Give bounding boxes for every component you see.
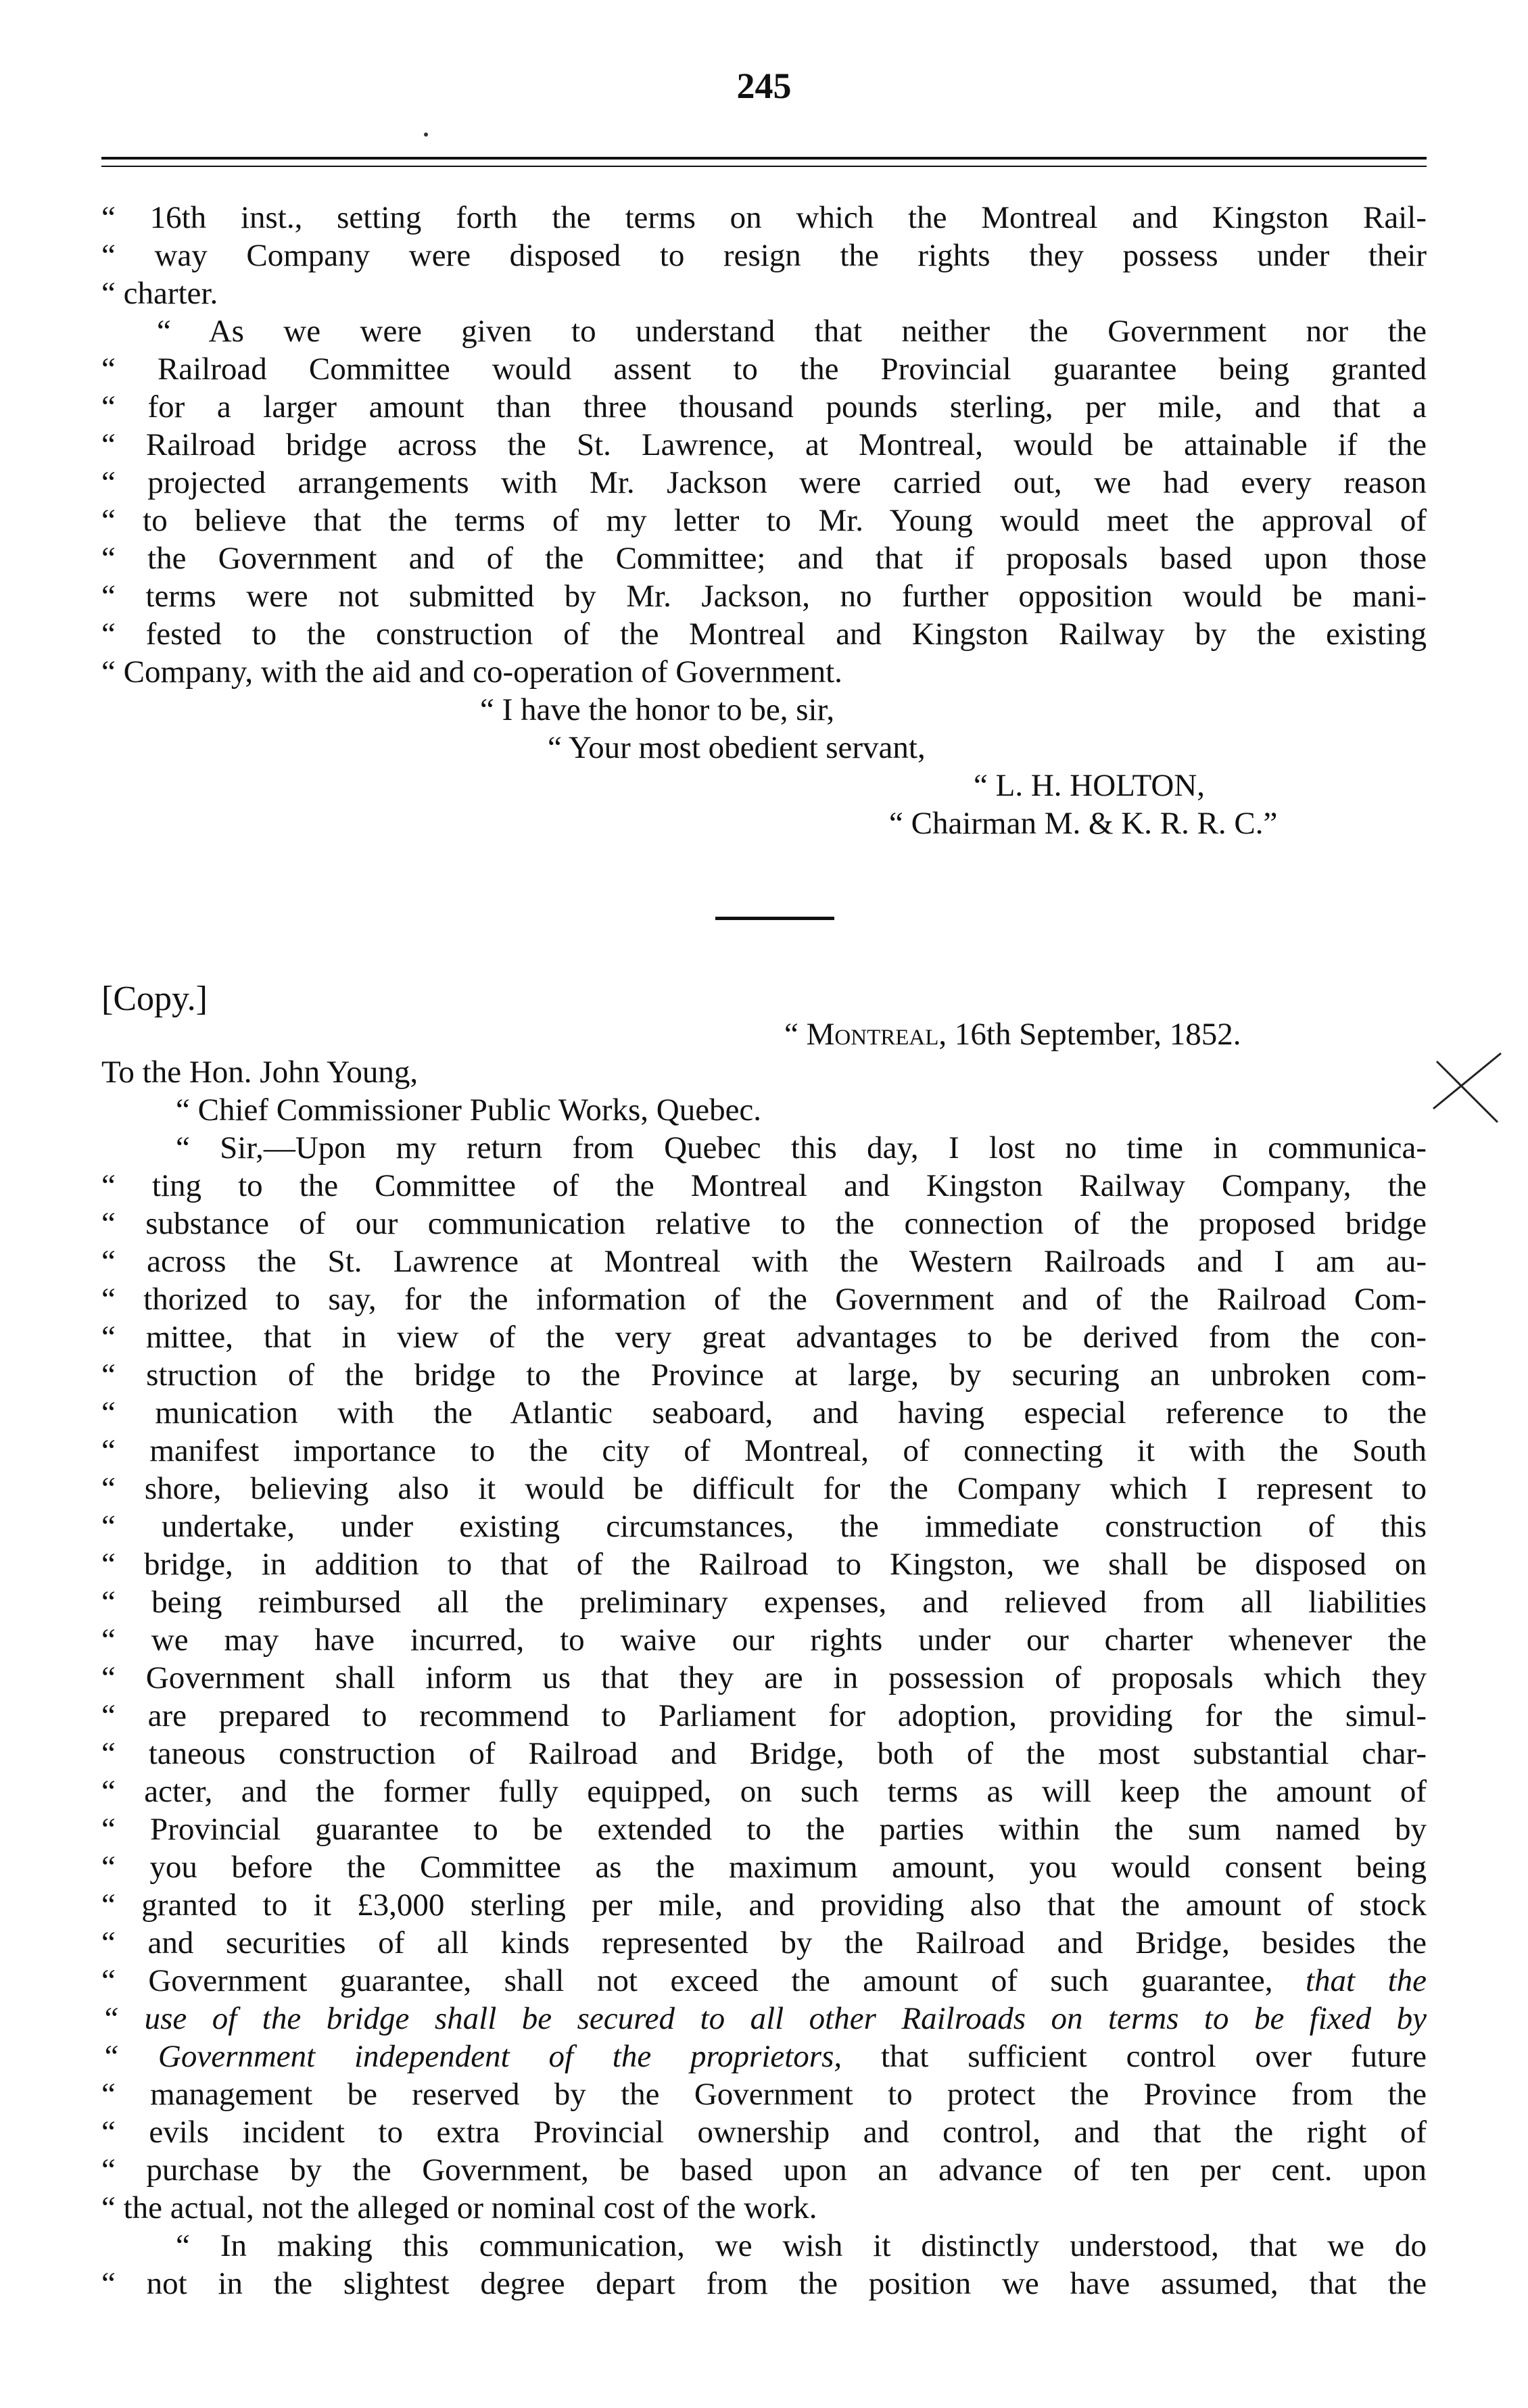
paragraph-start-line: “ In making this communication, we wish it distinctly understood, that we do — [176, 2228, 1427, 2263]
paragraph-start-line: “ Sir,—Upon my return from Quebec this day, I lost no time in communica- — [176, 1130, 1427, 1165]
ink-speck — [424, 133, 428, 137]
text-line: “ for a larger amount than three thousand pounds sterling, per mile, and that a — [101, 389, 1427, 425]
text-line: “ fested to the construction of the Montreal and Kingston Railway by the existing — [101, 617, 1427, 652]
dateline-date: 16th September, 1852. — [954, 1017, 1241, 1052]
text-roman: “ Government guarantee, shall not exceed the amount of such guarantee, — [101, 1963, 1273, 1998]
copy-label: [Copy.] — [101, 980, 208, 1018]
text-line: “ acter, and the former fully equipped, on such terms as will keep the amount of — [101, 1774, 1427, 1809]
text-line: “ Railroad bridge across the St. Lawrence, at Montreal, would be attainable if the — [101, 427, 1427, 462]
addressee-title: “ Chief Commissioner Public Works, Quebec. — [176, 1092, 762, 1128]
letter-closing: “ I have the honor to be, sir, — [480, 692, 835, 727]
text-line: “ management be reserved by the Government to protect the Province from the — [101, 2077, 1427, 2112]
text-line: “ granted to it £3,000 sterling per mile, and providing also that the amount of stock — [101, 1887, 1427, 1923]
text-line: “ ting to the Committee of the Montreal and Kingston Railway Company, the — [101, 1168, 1427, 1203]
text-line-mixed — [101, 2038, 1427, 2075]
header-rule-thin — [101, 166, 1427, 167]
text-line: “ munication with the Atlantic seaboard, and having especial reference to the — [101, 1395, 1427, 1430]
text-line: “ Provincial guarantee to be extended to the parties within the sum named by — [101, 1812, 1427, 1847]
header-rule-thick — [101, 157, 1427, 160]
paragraph-start-line: “ As we were given to understand that neither the Government nor the — [157, 314, 1427, 349]
x-mark-annotation — [1427, 1048, 1508, 1129]
text-line: “ mittee, that in view of the very great advantages to be derived from the con- — [101, 1320, 1427, 1355]
text-line: “ struction of the bridge to the Province at large, by securing an unbroken com- — [101, 1357, 1427, 1393]
text-line: “ shore, believing also it would be difficult for the Company which I represent to — [101, 1471, 1427, 1506]
text-line: “ Government shall inform us that they are in possession of proposals which they — [101, 1660, 1427, 1695]
text-line: “ bridge, in addition to that of the Railroad to Kingston, we shall be disposed on — [101, 1547, 1427, 1582]
text-line: “ we may have incurred, to waive our rights under our charter whenever the — [101, 1622, 1427, 1658]
text-line: “ not in the slightest degree depart from the position we have assumed, that the — [101, 2266, 1427, 2301]
text-line: “ taneous construction of Railroad and Bridge, both of the most substantial char- — [101, 1736, 1427, 1771]
text-line: “ thorized to say, for the information of the Government and of the Railroad Com- — [101, 1282, 1427, 1317]
text-line-mixed — [101, 1962, 1427, 2000]
text-line: “ are prepared to recommend to Parliament for adoption, providing for the simul- — [101, 1698, 1427, 1733]
text-line: “ 16th inst., setting forth the terms on which the Montreal and Kingston Rail- — [101, 200, 1427, 235]
addressee: To the Hon. John Young, — [101, 1055, 419, 1090]
text-line: “ across the St. Lawrence at Montreal with the Western Railroads and I am au- — [101, 1244, 1427, 1279]
section-divider — [715, 917, 834, 920]
dateline-place: “ Montreal, — [784, 1017, 947, 1052]
text-line: “ Company, with the aid and co-operation of Government. — [101, 654, 842, 690]
text-line: “ undertake, under existing circumstances, the immediate construction of this — [101, 1509, 1427, 1544]
text-line: “ the actual, not the alleged or nominal cost of the work. — [101, 2190, 817, 2225]
text-line: “ terms were not submitted by Mr. Jackson, no further opposition would be mani- — [101, 579, 1427, 614]
page-number: 245 — [736, 66, 792, 106]
text-line: “ projected arrangements with Mr. Jackson were carried out, we had every reason — [101, 465, 1427, 500]
text-line: “ substance of our communication relative to the connection of the proposed bridge — [101, 1206, 1427, 1241]
text-line: “ you before the Committee as the maximum amount, you would consent being — [101, 1850, 1427, 1885]
text-line: “ charter. — [101, 276, 218, 311]
signature-name: “ L. H. HOLTON, — [974, 768, 1205, 803]
text-italic: that the — [1305, 1963, 1427, 1998]
signature-title: “ Chairman M. & K. R. R. C.” — [889, 806, 1278, 841]
text-line: “ Railroad Committee would assent to the Provincial guarantee being granted — [101, 352, 1427, 387]
text-line: “ purchase by the Government, be based upon an advance of ten per cent. upon — [101, 2152, 1427, 2188]
text-line: “ manifest importance to the city of Montreal, of connecting it with the South — [101, 1433, 1427, 1468]
text-line: “ and securities of all kinds represented by the Railroad and Bridge, besides the — [101, 1925, 1427, 1960]
text-line-italic: “ use of the bridge shall be secured to all other Railroads on terms to be fixed by — [101, 2001, 1427, 2036]
letter-salutation-close: “ Your most obedient servant, — [548, 730, 926, 765]
text-italic: “ Government independent of the proprietors, — [101, 2039, 842, 2074]
text-line: “ to believe that the terms of my letter to Mr. Young would meet the approval of — [101, 503, 1427, 538]
text-line: “ being reimbursed all the preliminary expenses, and relieved from all liabilities — [101, 1585, 1427, 1620]
text-roman: that sufficient control over future — [880, 2039, 1427, 2074]
text-line: “ evils incident to extra Provincial ownership and control, and that the right of — [101, 2115, 1427, 2150]
text-line: “ the Government and of the Committee; and that if proposals based upon those — [101, 541, 1427, 576]
text-line: “ way Company were disposed to resign the rights they possess under their — [101, 238, 1427, 273]
dateline — [784, 1015, 1241, 1053]
